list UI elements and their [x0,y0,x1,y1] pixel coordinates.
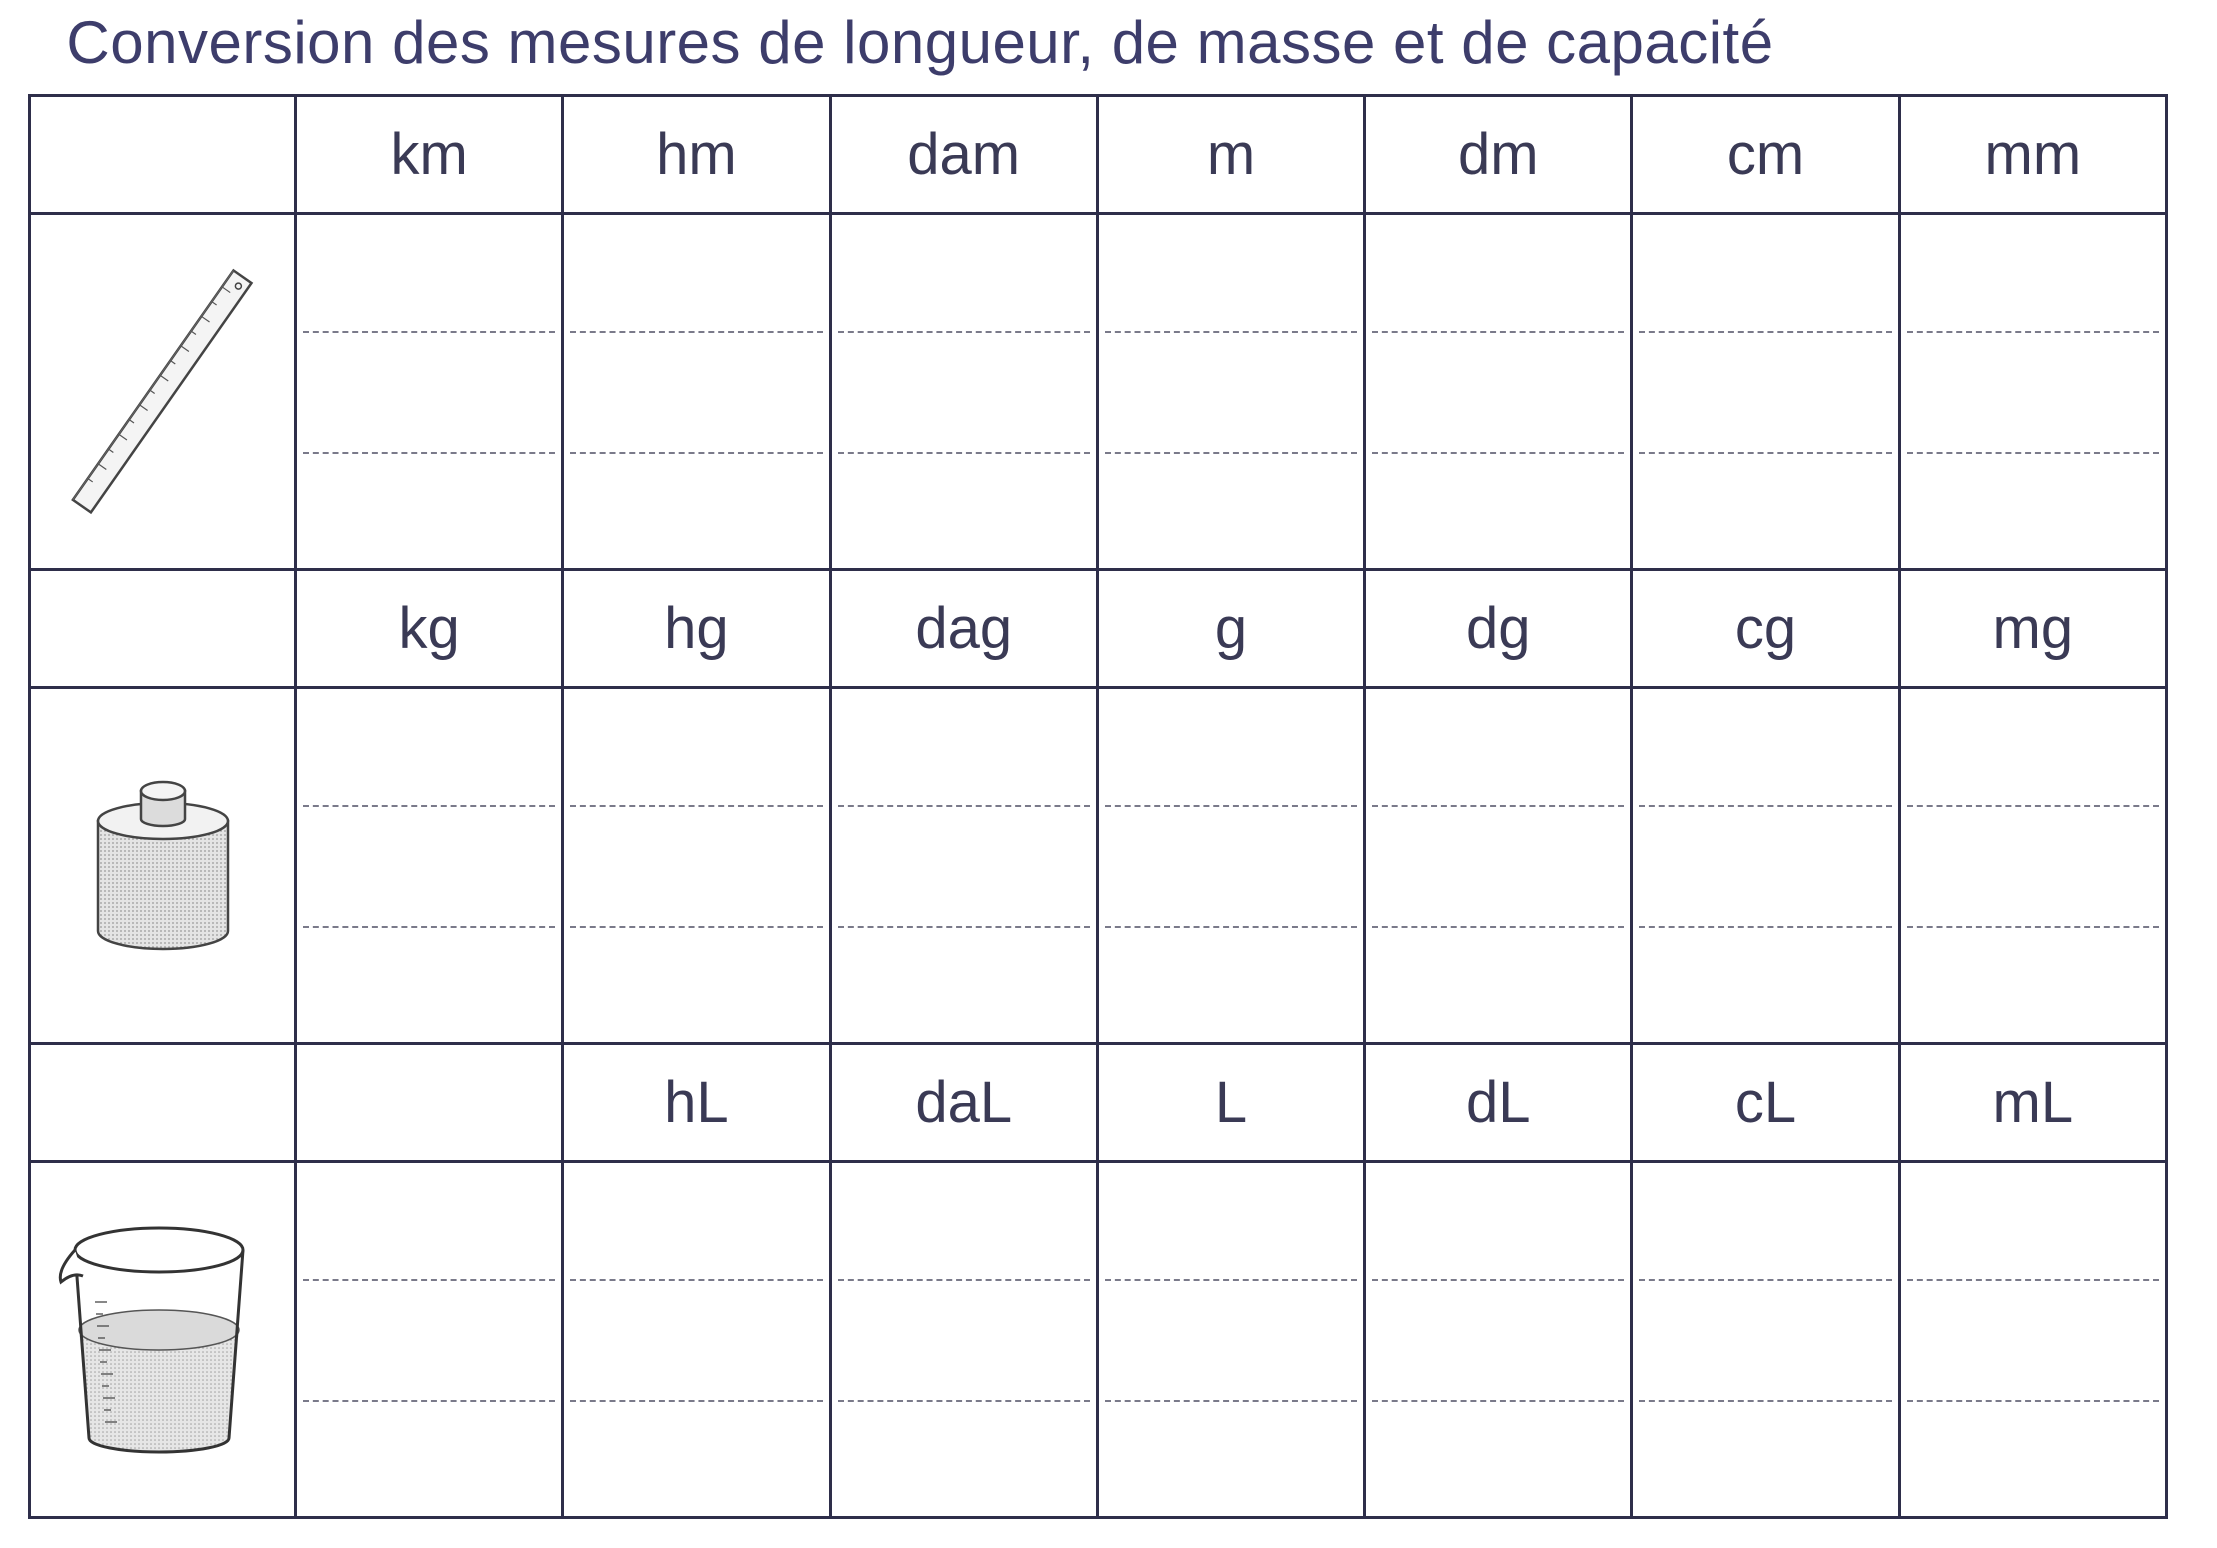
length-dam-entry[interactable] [830,214,1097,570]
unit-hg: hg [563,570,830,688]
mass-cg-entry[interactable] [1632,688,1899,1044]
length-hm-entry[interactable] [563,214,830,570]
capacity-daL-entry[interactable] [830,1162,1097,1518]
length-dm-entry[interactable] [1365,214,1632,570]
unit-mg: mg [1899,570,2166,688]
unit-g: g [1097,570,1364,688]
unit-cg: cg [1632,570,1899,688]
length-header-row [30,96,2167,214]
capacity-corner-cell [30,1044,296,1162]
measuring-beaker-icon [53,1210,273,1470]
unit-blank [296,1044,563,1162]
capacity-L-entry[interactable] [1097,1162,1364,1518]
capacity-header-row [30,1044,2167,1162]
capacity-mL-entry[interactable] [1899,1162,2166,1518]
mass-header-row [30,570,2167,688]
unit-cL: cL [1632,1044,1899,1162]
unit-dL: dL [1365,1044,1632,1162]
unit-cm: cm [1632,96,1899,214]
unit-dm: dm [1365,96,1632,214]
unit-mL: mL [1899,1044,2166,1162]
unit-m: m [1097,96,1364,214]
page-title: Conversion des mesures de longueur, de masse et de capacité [66,9,1774,76]
mass-dg-entry[interactable] [1365,688,1632,1044]
mass-corner-cell [30,570,296,688]
unit-mm: mm [1899,96,2166,214]
unit-km: km [296,96,563,214]
capacity-hL-entry[interactable] [563,1162,830,1518]
mass-dag-entry[interactable] [830,688,1097,1044]
conversion-table [28,94,2168,1519]
unit-daL: daL [830,1044,1097,1162]
unit-L: L [1097,1044,1364,1162]
length-icon-cell [30,214,296,570]
length-cm-entry[interactable] [1632,214,1899,570]
length-mm-entry[interactable] [1899,214,2166,570]
unit-hL: hL [563,1044,830,1162]
capacity-dL-entry[interactable] [1365,1162,1632,1518]
mass-g-entry[interactable] [1097,688,1364,1044]
unit-kg: kg [296,570,563,688]
mass-kg-entry[interactable] [296,688,563,1044]
length-entry-row [30,214,2167,570]
mass-hg-entry[interactable] [563,688,830,1044]
mass-icon-cell [30,688,296,1044]
mass-mg-entry[interactable] [1899,688,2166,1044]
unit-dag: dag [830,570,1097,688]
mass-entry-row [30,688,2167,1044]
weight-icon [83,761,243,971]
capacity-blank-entry[interactable] [296,1162,563,1518]
unit-dg: dg [1365,570,1632,688]
length-corner-cell [30,96,296,214]
capacity-icon-cell [30,1162,296,1518]
unit-hm: hm [563,96,830,214]
length-m-entry[interactable] [1097,214,1364,570]
ruler-icon [63,242,263,542]
length-km-entry[interactable] [296,214,563,570]
capacity-entry-row [30,1162,2167,1518]
unit-dam: dam [830,96,1097,214]
capacity-cL-entry[interactable] [1632,1162,1899,1518]
